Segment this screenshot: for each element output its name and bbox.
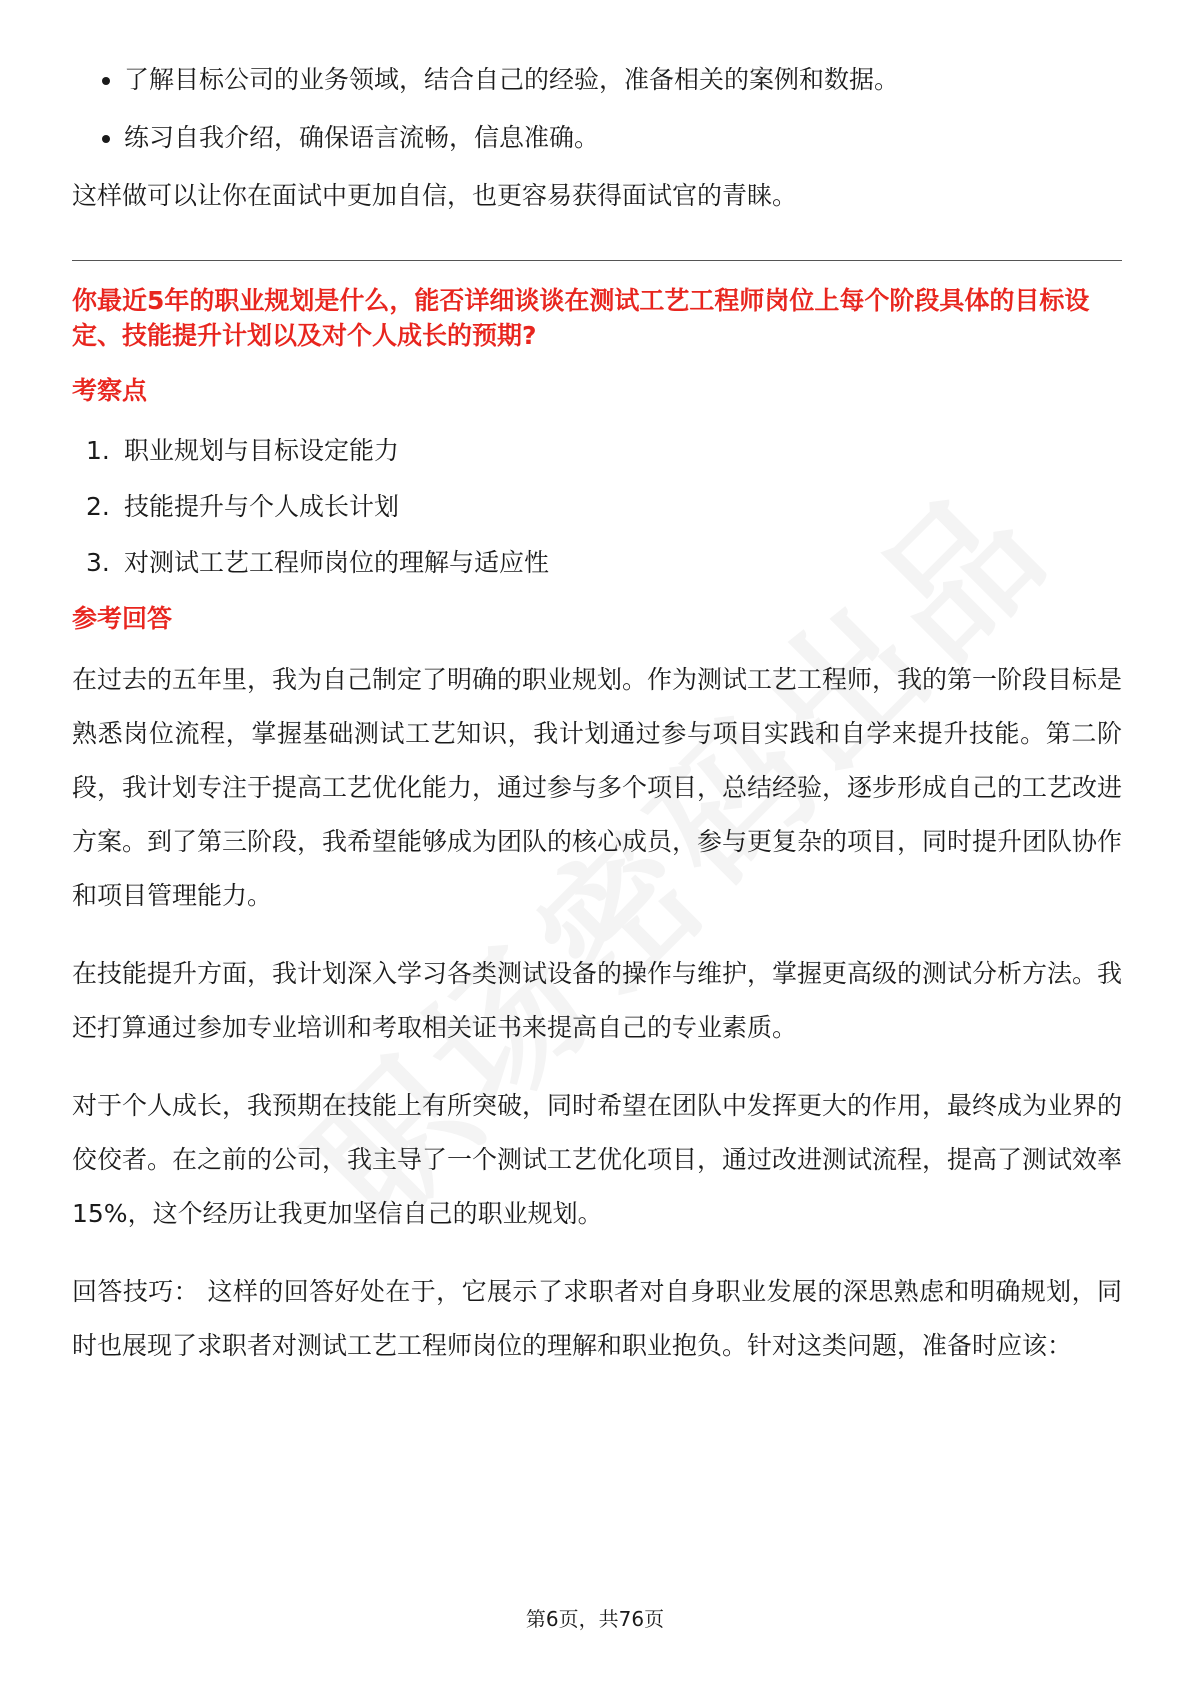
exam-point-text: 技能提升与个人成长计划 [124,492,400,521]
exam-point-item [72,545,1122,581]
exam-point-item [72,433,1122,469]
bullet-text: 练习自我介绍，确保语言流畅，信息准确。 [124,123,600,152]
answer-paragraph: 在过去的五年里，我为自己制定了明确的职业规划。作为测试工艺工程师，我的第一阶段目标是熟悉岗位流程，掌握基础测试工艺知识，我计划通过参与项目实践和自学来提升技能。第二阶段，我计划专注于提高工艺优化能力，通过参与多个项目，总结经验，逐步形成自己的工艺改进方案。到了第三阶段，我希望能够成为团队的核心成员，参与更复杂的项目，同时提升团队协作和项目管理能力。 [72,665,1123,910]
reference-answer-label: 参考回答 [72,604,173,633]
section-divider [72,260,1122,261]
bullet-text: 了解目标公司的业务领域，结合自己的经验，准备相关的案例和数据。 [124,65,900,94]
exam-point-text: 对测试工艺工程师岗位的理解与适应性 [124,548,550,577]
answer-tips-paragraph: 回答技巧： 这样的回答好处在于，它展示了求职者对自身职业发展的深思熟虑和明确规划，同时也展现了求职者对测试工艺工程师岗位的理解和职业抱负。针对这类问题，准备时应该： [72,1277,1122,1360]
bullet-item [72,62,1122,98]
exam-point-item [72,489,1122,525]
closing-paragraph: 这样做可以让你在面试中更加自信，也更容易获得面试官的青睐。 [72,181,798,210]
answer-paragraph: 在技能提升方面，我计划深入学习各类测试设备的操作与维护，掌握更高级的测试分析方法。我还打算通过参加专业培训和考取相关证书来提高自己的专业素质。 [72,959,1123,1042]
prep-bullet-list [72,62,1122,156]
bullet-dot-icon [102,77,110,85]
bullet-item [72,120,1122,156]
exam-points-list [72,433,1122,581]
exam-point-number: 3. [86,548,110,577]
question-heading: 你最近5年的职业规划是什么，能否详细谈谈在测试工艺工程师岗位上每个阶段具体的目标设定、技能提升计划以及对个人成长的预期? [72,286,1090,350]
exam-point-number: 2. [86,492,110,521]
page-content [72,62,1122,1397]
exam-point-number: 1. [86,436,110,465]
page-number-footer: 第6页，共76页 [525,1607,665,1631]
answer-paragraph: 对于个人成长，我预期在技能上有所突破，同时希望在团队中发挥更大的作用，最终成为业界的佼佼者。在之前的公司，我主导了一个测试工艺优化项目，通过改进测试流程，提高了测试效率15%，这个经历让我更加坚信自己的职业规划。 [72,1091,1123,1228]
exam-point-text: 职业规划与目标设定能力 [124,436,400,465]
exam-points-label: 考察点 [72,376,148,405]
bullet-dot-icon [102,135,110,143]
